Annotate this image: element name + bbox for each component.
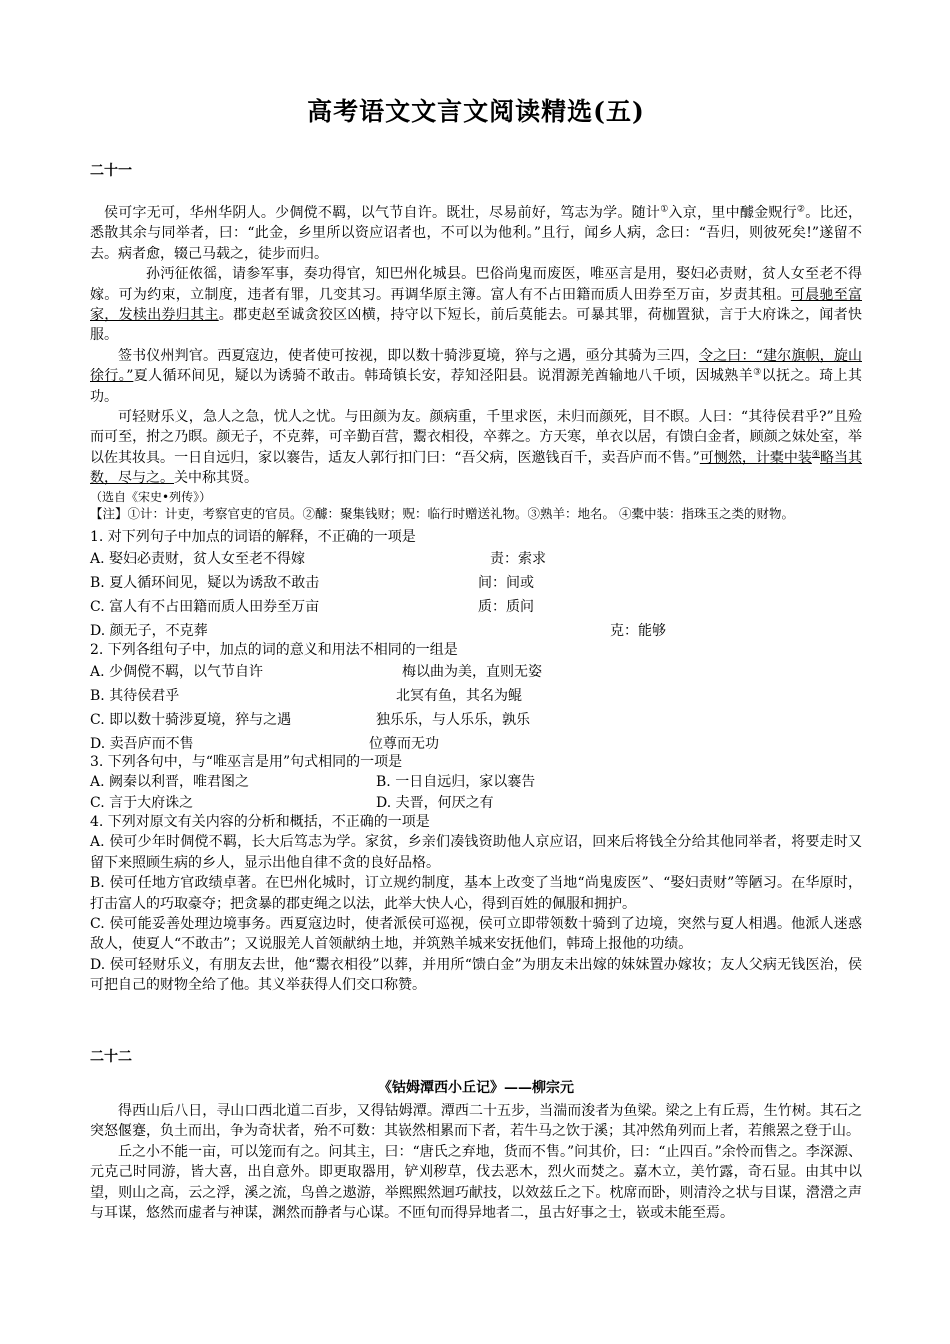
paragraph-1: 侯可字无可，华州华阴人。少倜傥不羁，以气节自许。既壮，尽易前好，笃志为学。随计①入京，里中醵金贶行②。比还，悉散其余与同举者，曰：“此金，乡里所以资应诏者也，不可以为他利。”且行，闻乡人病，念曰：“吾归，则彼死矣!”遂留不去。病者愈，辍己马载之，徒步而归。 (90, 204, 863, 262)
section-21-heading: 二十一 (90, 163, 132, 179)
question-4-option-d: D. 侯可轻财乐义，有朋友去世，他“鬻衣相役”以葬，并用所“馈白金”为朋友未出嫁的妹妹置办嫁妆；友人父病无钱医治，侯可把自己的财物全给了他。其义举获得人们交口称赞。 (90, 956, 862, 994)
section-22-heading: 二十二 (90, 1049, 132, 1065)
question-3-stem: 3. 下列各句中，与“唯巫言是用”句式相同的一项是 (90, 754, 403, 770)
paragraph-4: 可轻财乐义，急人之急，忧人之忧。与田颜为友。颜病重，千里求医，未归而颜死，目不瞑。人曰：“其待侯君乎?”且殓而可至，拊之乃瞑。颜无子，不克葬，可辛勤百营，鬻衣相役，卒葬之。方天寒，单衣以居，有馈白金者，顾颜之妹处室，举以佐其妆具。一日自远归，家以褰告，适友人郭行扣门曰：“吾父病，医邀钱百千，卖吾庐而不售。”可恻然，计橐中装④略当其数，尽与之。关中称其贤。 (90, 409, 863, 487)
question-2-option-d: D. 卖吾庐而不售 位尊而无功 (90, 736, 439, 753)
paragraph-3: 签书仪州判官。西夏寇边，使者使可按视，即以数十骑涉夏境，猝与之遇，亟分其骑为三四，令之曰：“建尔旗帜，旋山徐行。”夏人循环间见，疑以为诱骑不敢击。韩琦镇长安，荐知泾阳县。说渭源羌酋输地八千顷，因城熟羊③以抚之。琦上其功。 (90, 347, 863, 405)
question-4-option-a: A. 侯可少年时倜傥不羁，长大后笃志为学。家贫，乡亲们凑钱资助他人京应诏，回来后将钱全分给其他同举者，将要走时又留下来照顾生病的乡人，显示出他自律不贪的良好品格。 (90, 834, 862, 871)
question-2 (90, 640, 862, 756)
question-2-option-b: B. 其待侯君乎 北冥有鱼，其名为鲲 (90, 688, 522, 705)
annotation-note: 【注】①计：计吏，考察官吏的官员。②醵：聚集钱财；贶：临行时赠送礼物。③熟羊：地名。 ④橐中装：指珠玉之类的财物。 (90, 505, 794, 521)
question-3 (90, 752, 862, 813)
question-3-row-1: A. 阙秦以利晋，唯君图之 B. 一日自远归，家以褰告 (90, 774, 536, 791)
section-22-passage (90, 1101, 862, 1223)
page-title: 高考语文文言文阅读精选(五) (307, 97, 645, 126)
question-4-option-c: C. 侯可能妥善处理边境事务。西夏寇边时，使者派侯可巡视，侯可立即带领数十骑到了边境，突然与夏人相遇。他派人迷惑敌人，使夏人“不敢击”；又说服羌人首领献纳土地，并筑熟羊城来安抚他们，韩琦上报他的功绩。 (90, 916, 862, 953)
question-1-option-d: D. 颜无子，不克葬 克：能够 (90, 623, 666, 640)
question-1-option-c: C. 富人有不占田籍而质人田券至万亩 质：质问 (90, 599, 534, 616)
article-title: 《钴姆潭西小丘记》——柳宗元 (378, 1080, 574, 1096)
question-4-option-b: B. 侯可任地方官政绩卓著。在巴州化城时，订立规约制度，基本上改变了当地“尚鬼废医”、“娶妇责财”等陋习。在华原时，打击富人的巧取豪夺；把贪暴的郡吏绳之以法，此举大快人心，得到百姓的佩服和拥护。 (90, 875, 862, 912)
question-4 (90, 812, 862, 996)
question-1-stem: 1. 对下列句子中加点的词语的解释，不正确的一项是 (90, 529, 416, 545)
question-4-stem: 4. 下列对原文有关内容的分析和概括，不正确的一项是 (90, 814, 430, 830)
question-3-row-2: C. 言于大府诛之 D. 夫晋，何厌之有 (90, 794, 494, 811)
source-note: （选自《宋史•列传》） (90, 489, 212, 504)
question-2-option-a: A. 少倜傥不羁，以气节自许 梅以曲为美，直则无姿 (90, 664, 542, 681)
article-paragraph-1: 得西山后八日，寻山口西北道二百步，又得钴姆潭。潭西二十五步，当湍而浚者为鱼梁。梁之上有丘焉，生竹树。其石之突怒偃蹇，负土而出，争为奇状者，殆不可数：其嵚然相累而下者，若牛马之饮于溪；其冲然角列而上者，若熊罴之登于山。 (90, 1103, 862, 1140)
question-1-option-b: B. 夏人循环间见，疑以为诱敌不敢击 间：间或 (90, 575, 534, 592)
question-1 (90, 527, 862, 643)
article-paragraph-2: 丘之小不能一亩，可以笼而有之。问其主，曰：“唐氏之弃地，货而不售。”问其价，曰：“止四百。”余怜而售之。李深源、元克己时同游，皆大喜，出自意外。即更取器用，铲刈秽草，伐去恶木，烈火而焚之。嘉木立，美竹露，奇石显。由其中以望，则山之高，云之浮，溪之流，鸟兽之遨游，举熙熙然迴巧献技，以效兹丘之下。枕席而卧，则清泠之状与目谋，瀯瀯之声与耳谋，悠然而虚者与神谋，渊然而静者与心谋。不匝旬而得异地者二，虽古好事之士，嵚或未能至焉。 (90, 1143, 862, 1222)
question-2-option-c: C. 即以数十骑涉夏境，猝与之遇 独乐乐，与人乐乐，孰乐 (90, 712, 530, 729)
question-2-stem: 2. 下列各组句子中，加点的词的意义和用法不相同的一组是 (90, 642, 458, 658)
paragraph-2: 孙沔征侬徭，请参军事，奏功得官，知巴州化城县。巴俗尚鬼而废医，唯巫言是用，娶妇必责财，贫人女至老不得嫁。可为约束，立制度，违者有罪，几变其习。再调华原主簿。富人有不占田籍而质人田券至万亩，岁责其租。可晨驰至富家，发椟出券归其主。郡吏赵至诚贪狡区凶横，持守以下短长，前后莫能去。可暴其罪，荷枷置狱，言于大府诛之，闻者快服。 (90, 266, 863, 344)
section-21-passage (90, 203, 862, 522)
question-1-option-a: A. 娶妇必责财，贫人女至老不得嫁 责：索求 (90, 551, 546, 568)
